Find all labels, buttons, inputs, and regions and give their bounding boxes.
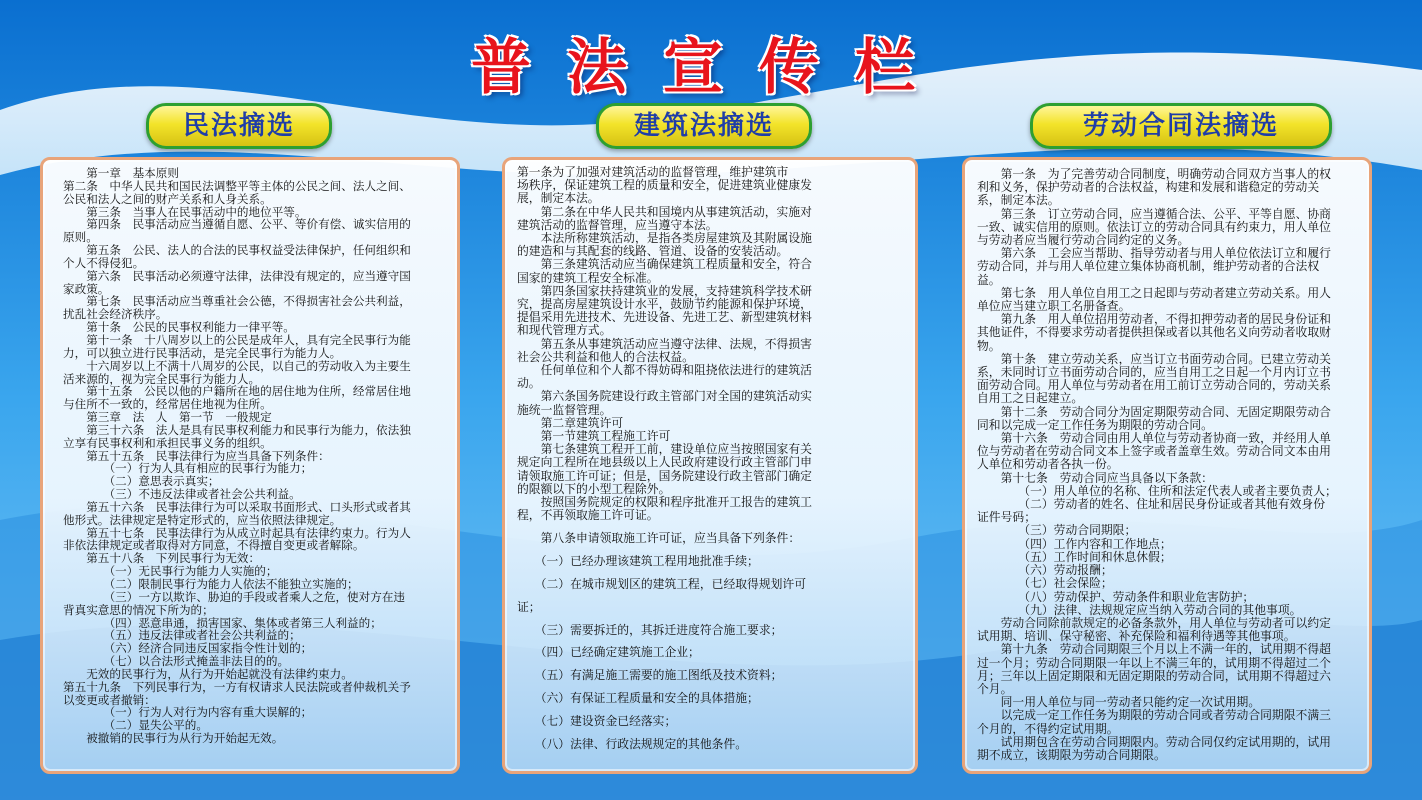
text-line: （七）社会保险； [977, 576, 1113, 591]
text-line: （一）行为人具有相应的民事行为能力； [63, 461, 313, 476]
text-line: （一）无民事行为能力人实施的； [63, 564, 278, 579]
text-line: 与住所不一致的，经常居住地视为住所。 [63, 397, 272, 412]
text-line: 第一条 为了完善劳动合同制度，明确劳动合同双方当事人的权 [977, 167, 1331, 181]
text-line: （四）已经确定建筑施工企业； [517, 645, 700, 660]
text-line: 人单位和劳动者各执一份。 [977, 457, 1119, 472]
text-line: 第二条 中华人民共和国民法调整平等主体的公民之间、法人之间、 [63, 178, 411, 193]
text-line: 第五十八条 下列民事行为无效： [63, 551, 261, 566]
text-line: 第五条从事建筑活动应当遵守法律、法规，不得损害 [517, 336, 812, 351]
text-line: 的限额以下的小型工程除外。 [517, 481, 671, 496]
text-line: （一）行为人对行为内容有重大误解的； [63, 705, 313, 720]
text-line: 动。 [517, 376, 541, 391]
text-line: 第四条国家扶持建筑业的发展，支持建筑科学技术研 [517, 283, 812, 298]
text-line: （八）法律、行政法规规定的其他条件。 [517, 736, 748, 751]
text-line: 第七条建筑工程开工前，建设单位应当按照国家有关 [517, 442, 812, 457]
text-line: 系，制定本法。 [977, 193, 1060, 208]
text-line: 第一条为了加强对建筑活动的监督管理，维护建筑市 [517, 165, 789, 179]
civil-law-panel [40, 157, 460, 774]
text-line: 究，提高房屋建筑设计水平，鼓励节约能源和保护环境， [517, 297, 812, 312]
text-line: 第十条 公民的民事权利能力一律平等。 [63, 320, 295, 335]
text-line: （六）有保证工程质量和安全的具体措施； [517, 691, 759, 706]
text-line: 第二条在中华人民共和国境内从事建筑活动，实施对 [517, 204, 812, 219]
text-line: 第四条 民事活动应当遵循自愿、公平、等价有偿、诚实信用的 [63, 217, 411, 232]
text-line: 益。 [977, 272, 1001, 287]
text-line: 自用工之日起建立。 [977, 391, 1084, 406]
text-line: （六）经济合同违反国家指令性计划的； [63, 641, 313, 656]
text-line: 个月。 [977, 681, 1013, 696]
text-line: （一）已经办理该建筑工程用地批准手续； [517, 554, 759, 569]
text-line: （一）用人单位的名称、住所和法定代表人或者主要负责人； [977, 483, 1337, 498]
text-line: 提倡采用先进技术、先进设备、先进工艺、新型建筑材料 [517, 310, 812, 325]
text-line: 第十条 建立劳动关系，应当订立书面劳动合同。已建立劳动关 [977, 351, 1331, 366]
text-line: 以完成一定工作任务为期限的劳动合同或者劳动合同期限不满三 [977, 708, 1331, 723]
text-line: 第五条 公民、法人的合法的民事权益受法律保护，任何组织和 [63, 243, 411, 258]
text-line: 证件号码； [977, 510, 1036, 525]
text-line: 第一节建筑工程施工许可 [517, 429, 671, 444]
text-line: 同和以完成一定工作任务为期限的劳动合同。 [977, 417, 1213, 432]
text-line: （五）工作时间和休息休假； [977, 549, 1172, 564]
text-line: （六）劳动报酬； [977, 563, 1113, 578]
text-line: （五）违反法律或者社会公共利益的； [63, 628, 301, 643]
text-line: 个月的，不得约定试用期。 [977, 721, 1119, 736]
text-line: 与劳动者应当履行劳动合同约定的义务。 [977, 233, 1190, 248]
text-line: 第五十六条 民事法律行为可以采取书面形式、口头形式或者其 [63, 499, 411, 514]
text-line: 建筑活动的监督管理，应当遵守本法。 [517, 217, 718, 232]
text-line: 以变更或者撤销： [63, 692, 156, 707]
construction-law-heading: 建筑法摘选 [596, 103, 812, 149]
text-line: 物。 [977, 338, 1001, 353]
text-line: （八）劳动保护、劳动条件和职业危害防护； [977, 589, 1255, 604]
text-line: （九）法律、法规规定应当纳入劳动合同的其他事项。 [977, 602, 1302, 617]
text-line: 第十二条 劳动合同分为固定期限劳动合同、无固定期限劳动合 [977, 404, 1331, 419]
text-line: 力，可以独立进行民事活动，是完全民事行为能力人。 [63, 345, 342, 360]
text-line: 无效的民事行为，从行为开始起就没有法律约束力。 [63, 666, 353, 681]
text-line: 第五十五条 民事法律行为应当具备下列条件： [63, 448, 330, 463]
text-line: （四）工作内容和工作地点； [977, 536, 1172, 551]
text-line: 第三条 当事人在民事活动中的地位平等。 [63, 204, 307, 219]
text-line: （三）一方以欺诈、胁迫的手段或者乘人之危，使对方在违 [63, 589, 406, 604]
text-line: （二）意思表示真实； [63, 474, 220, 489]
text-line: 社会公共利益和他人的合法权益。 [517, 349, 694, 364]
text-line: （二）在城市规划区的建筑工程，已经取得规划许可 [517, 577, 807, 592]
text-line: 系，未同时订立书面劳动合同的，应当自用工之日起一个月内订立书 [977, 365, 1331, 380]
text-line: 规定向工程所在地县级以上人民政府建设行政主管部门申 [517, 455, 812, 470]
text-line: 月；三年以上固定期限和无固定期限的劳动合同，试用期不得超过六 [977, 668, 1331, 683]
text-line: 场秩序，保证建筑工程的质量和安全，促进建筑业健康发 [517, 178, 812, 193]
text-line: 他形式。法律规定是特定形式的，应当依照法律规定。 [63, 512, 342, 527]
labor-contract-law-panel [962, 157, 1372, 774]
text-line: 位与劳动者在劳动合同文本上签字或者盖章生效。劳动合同文本由用 [977, 444, 1331, 459]
text-line: 第十七条 劳动合同应当具备以下条款： [977, 470, 1213, 485]
text-line: （七）建设资金已经落实； [517, 713, 677, 728]
text-line: （二）劳动者的姓名、住址和居民身份证或者其他有效身份 [977, 497, 1326, 512]
text-line: （二）显失公平的。 [63, 718, 208, 733]
text-line: （五）有满足施工需要的施工图纸及技术资料； [517, 668, 783, 683]
page-title: 普法宣传栏 [471, 33, 951, 103]
text-line: 第三十六条 法人是具有民事权利能力和民事行为能力，依法独 [63, 422, 411, 437]
text-line: 证； [517, 599, 541, 614]
text-line: 第三章 法 人 第一节 一般规定 [63, 410, 272, 425]
text-line: 第五十九条 下列民事行为，一方有权请求人民法院或者仲裁机关予 [63, 679, 411, 694]
text-line: 第六条国务院建设行政主管部门对全国的建筑活动实 [517, 389, 812, 404]
text-line: 第八条申请领取施工许可证，应当具备下列条件： [517, 531, 801, 546]
civil-law-heading: 民法摘选 [146, 103, 332, 149]
text-line: 和现代管理方式。 [517, 323, 612, 338]
text-line: 试用期包含在劳动合同期限内。劳动合同仅约定试用期的，试用 [977, 734, 1331, 749]
text-line: （七）以合法形式掩盖非法目的的。 [63, 654, 290, 669]
text-line: 任何单位和个人都不得妨碍和阻挠依法进行的建筑活 [517, 363, 812, 378]
text-line: 第十六条 劳动合同由用人单位与劳动者协商一致，并经用人单 [977, 431, 1331, 446]
text-line: 请领取施工许可证；但是，国务院建设行政主管部门确定 [517, 468, 812, 483]
text-line: 扰乱社会经济秩序。 [63, 307, 168, 322]
text-line: （四）恶意串通，损害国家、集体或者第三人利益的； [63, 615, 382, 630]
text-line: 非依法律规定或者取得对方同意，不得擅自变更或者解除。 [63, 538, 365, 553]
text-line: 劳动合同，并与用人单位建立集体协商机制，维护劳动者的合法权 [977, 259, 1320, 274]
text-line: 原则。 [63, 230, 98, 245]
text-line: 过一个月；劳动合同期限一年以上不满三年的，试用期不得超过二个 [977, 655, 1331, 670]
text-line: 活来源的，视为完全民事行为能力人。 [63, 371, 261, 386]
text-line: 第六条 工会应当帮助、指导劳动者与用人单位依法订立和履行 [977, 246, 1331, 261]
text-line: 家政策。 [63, 281, 110, 296]
text-line: 第六条 民事活动必须遵守法律，法律没有规定的，应当遵守国 [63, 268, 411, 283]
text-line: （三）劳动合同期限； [977, 523, 1137, 538]
text-line: 公民和法人之间的财产关系和人身关系。 [63, 191, 272, 206]
text-line: 期不成立，该期限为劳动合同期限。 [977, 747, 1166, 762]
text-line: 第五十七条 民事法律行为从成立时起具有法律约束力。行为人 [63, 525, 411, 540]
text-line: 第七条 民事活动应当尊重社会公德，不得损害社会公共利益， [63, 294, 411, 309]
text-line: （三）不违反法律或者社会公共利益。 [63, 487, 301, 502]
text-line: 单位应当建立职工名册备查。 [977, 299, 1131, 314]
text-line: 第三条建筑活动应当确保建筑工程质量和安全，符合 [517, 257, 812, 272]
text-line: 面劳动合同。用人单位与劳动者在用工前订立劳动合同的，劳动关系 [977, 378, 1331, 393]
text-line: 第二章建筑许可 [517, 415, 624, 430]
text-line: 第十五条 公民以他的户籍所在地的居住地为住所，经常居住地 [63, 384, 411, 399]
text-line: 第三条 订立劳动合同，应当遵循合法、公平、平等自愿、协商 [977, 206, 1331, 221]
text-line: 试用期、培训、保守秘密、补充保险和福利待遇等其他事项。 [977, 629, 1296, 644]
text-line: 同一用人单位与同一劳动者只能约定一次试用期。 [977, 695, 1261, 710]
text-line: 展，制定本法。 [517, 191, 600, 206]
text-line: 国家的建筑工程安全标准。 [517, 270, 659, 285]
text-line: 其他证件，不得要求劳动者提供担保或者以其他名义向劳动者收取财 [977, 325, 1331, 340]
text-line: 第九条 用人单位招用劳动者，不得扣押劳动者的居民身份证和 [977, 312, 1331, 327]
construction-law-panel [502, 157, 918, 774]
text-line: 按照国务院规定的权限和程序批准开工报告的建筑工 [517, 495, 812, 510]
text-line: 施统一监督管理。 [517, 402, 612, 417]
text-line: 利和义务，保护劳动者的合法权益，构建和发展和谐稳定的劳动关 [977, 180, 1320, 195]
text-line: 劳动合同除前款规定的必备条款外，用人单位与劳动者可以约定 [977, 615, 1331, 630]
text-line: 本法所称建筑活动，是指各类房屋建筑及其附属设施 [517, 231, 812, 246]
text-line: （三）需要拆迁的，其拆迁进度符合施工要求； [517, 622, 783, 637]
text-line: 第十九条 劳动合同期限三个月以上不满一年的，试用期不得超 [977, 642, 1331, 657]
text-line: 第七条 用人单位自用工之日起即与劳动者建立劳动关系。用人 [977, 285, 1331, 300]
text-line: 一致、诚实信用的原则。依法订立的劳动合同具有约束力，用人单位 [977, 219, 1331, 234]
text-line: 立享有民事权利和承担民事义务的组织。 [63, 435, 272, 450]
text-line: 程，不再领取施工许可证。 [517, 508, 659, 523]
text-line: 第一章 基本原则 [63, 166, 179, 180]
text-line: 第十一条 十八周岁以上的公民是成年人，具有完全民事行为能 [63, 332, 411, 347]
text-line: 的建造和与其配套的线路、管道、设备的安装活动。 [517, 244, 789, 259]
labor-contract-law-heading: 劳动合同法摘选 [1030, 103, 1332, 149]
text-line: 被撤销的民事行为从行为开始起无效。 [63, 731, 284, 746]
text-line: （二）限制民事行为能力人依法不能独立实施的； [63, 577, 359, 591]
text-line: 个人不得侵犯。 [63, 255, 145, 270]
text-line: 背真实意思的情况下所为的； [63, 602, 214, 617]
text-line: 十六周岁以上不满十八周岁的公民，以自己的劳动收入为主要生 [63, 358, 411, 373]
